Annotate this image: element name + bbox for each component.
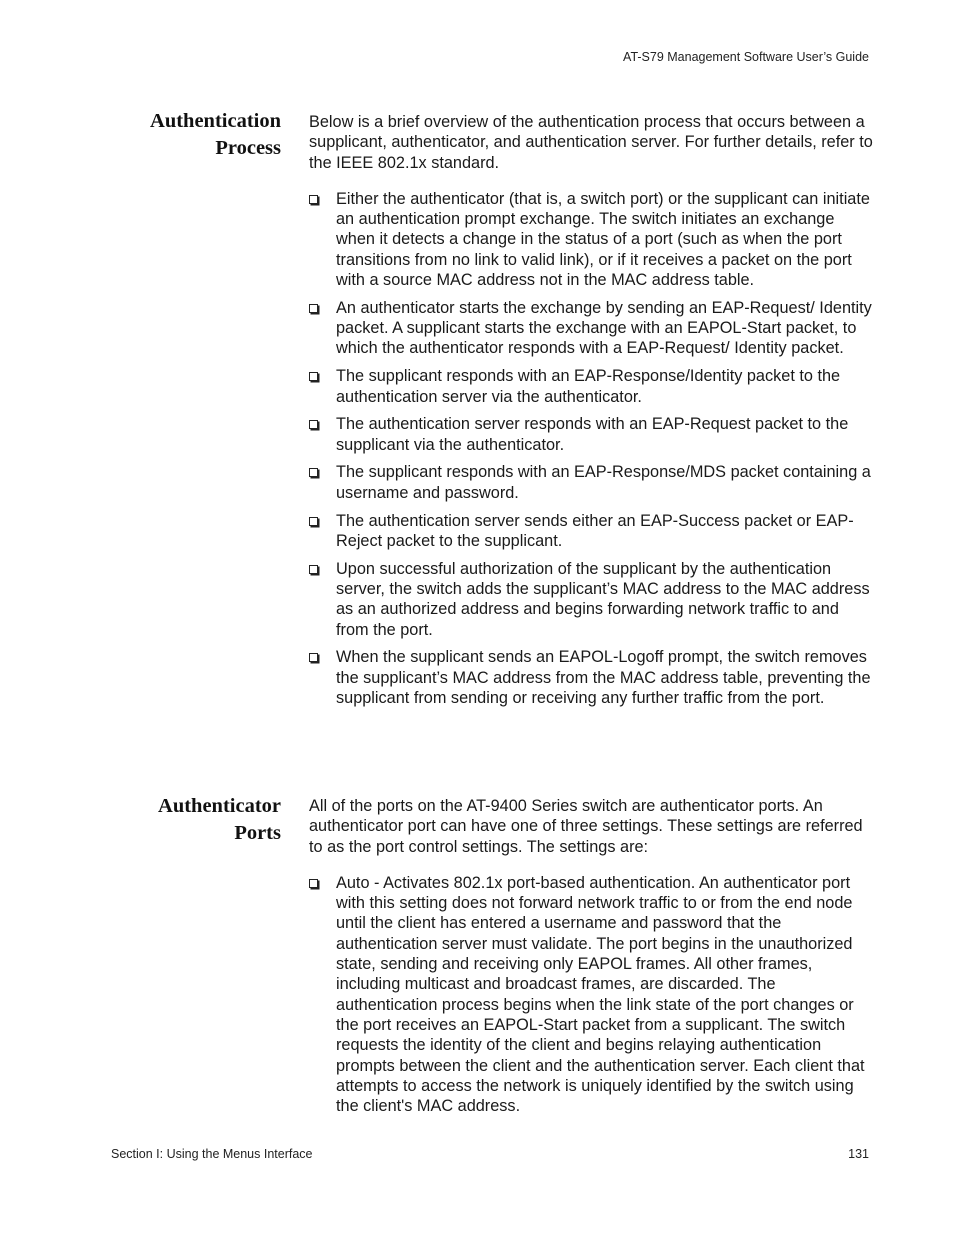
list-item (309, 873, 874, 1117)
list-item-text: The authentication server sends either an EAP-Success packet or EAP-Reject packet to the supplicant. (336, 511, 854, 550)
list-item-text: The supplicant responds with an EAP-Response/Identity packet to the authentication server via the authenticator. (336, 367, 841, 406)
list-item-text: When the supplicant sends an EAPOL-Logoff prompt, the switch removes the supplicant’s MAC address from the MAC address table, preventing the supplicant from sending or receiving any further traffic from the port. (336, 648, 871, 707)
list-item (309, 298, 874, 359)
list-item-text: Auto - Activates 802.1x port-based authentication. An authenticator port with this setting does not forward network traffic to or from the end node until the client has entered a username and password that the authentication server must validate. The port begins in the unauthorized state, sending and receiving only EAPOL frames. All other frames, including multicast and broadcast frames, are discarded. The authentication process begins when the link state of the port changes or the port receives an EAPOL-Start packet from a supplicant. The switch requests the identity of the client and begins relaying authentication prompts between the client and the authentication server. Each client that attempts to access the network is uniquely identified by the switch using the client's MAC address. (336, 873, 865, 1116)
section-body (309, 796, 874, 1124)
checkbox-bullet-icon (309, 565, 318, 574)
list-item-text: Upon successful authorization of the supplicant by the authentication server, the switch adds the supplicant’s MAC address to the MAC address as an authorized address and begins forwarding network traffic to and from the port. (336, 559, 870, 639)
section-heading-line2: Process (215, 137, 281, 159)
checkbox-bullet-icon (309, 653, 318, 662)
list-item (309, 647, 874, 708)
list-item (309, 414, 874, 455)
intro-paragraph: Below is a brief overview of the authentication process that occurs between a supplicant, authenticator, and authentication server. For further details, refer to the IEEE 802.1x standard. (309, 113, 873, 172)
list-item (309, 511, 874, 552)
checkbox-bullet-icon (309, 879, 318, 888)
checkbox-bullet-icon (309, 195, 318, 204)
footer-section-label: Section I: Using the Menus Interface (111, 1147, 313, 1161)
section-heading-line1: Authentication (150, 110, 281, 132)
list-item (309, 366, 874, 407)
list-item-text: An authenticator starts the exchange by sending an EAP-Request/ Identity packet. A supplicant starts the exchange with an EAPOL-Start packet, to which the authenticator responds with a EAP-Request/ Identity packet. (336, 298, 872, 358)
running-header: AT-S79 Management Software User’s Guide (623, 50, 869, 64)
list-item-text: The supplicant responds with an EAP-Response/MDS packet containing a username and password. (336, 463, 871, 502)
page-number: 131 (848, 1147, 869, 1161)
intro-paragraph: All of the ports on the AT-9400 Series switch are authenticator ports. An authenticator port can have one of three settings. These settings are referred to as the port control settings. The settings are: (309, 797, 863, 856)
section-heading (60, 108, 281, 162)
section-body (309, 112, 874, 716)
list-item-text: The authentication server responds with an EAP-Request packet to the supplicant via the authenticator. (336, 415, 849, 454)
checkbox-bullet-icon (309, 304, 318, 313)
section-heading-line2: Ports (234, 822, 281, 844)
bullet-list (309, 873, 874, 1117)
section-heading-line1: Authenticator (158, 795, 281, 817)
bullet-list (309, 189, 874, 708)
list-item (309, 462, 874, 503)
checkbox-bullet-icon (309, 517, 318, 526)
checkbox-bullet-icon (309, 372, 318, 381)
checkbox-bullet-icon (309, 468, 318, 477)
section-heading (60, 793, 281, 847)
list-item (309, 559, 874, 640)
list-item-text: Either the authenticator (that is, a switch port) or the supplicant can initiate an authentication prompt exchange. The switch initiates an exchange when it detects a change in the status of a port (such as when the port transitions from no link to valid link), or if it receives a packet on the port with a source MAC address not in the MAC address table. (336, 189, 870, 290)
checkbox-bullet-icon (309, 420, 318, 429)
list-item (309, 189, 874, 290)
